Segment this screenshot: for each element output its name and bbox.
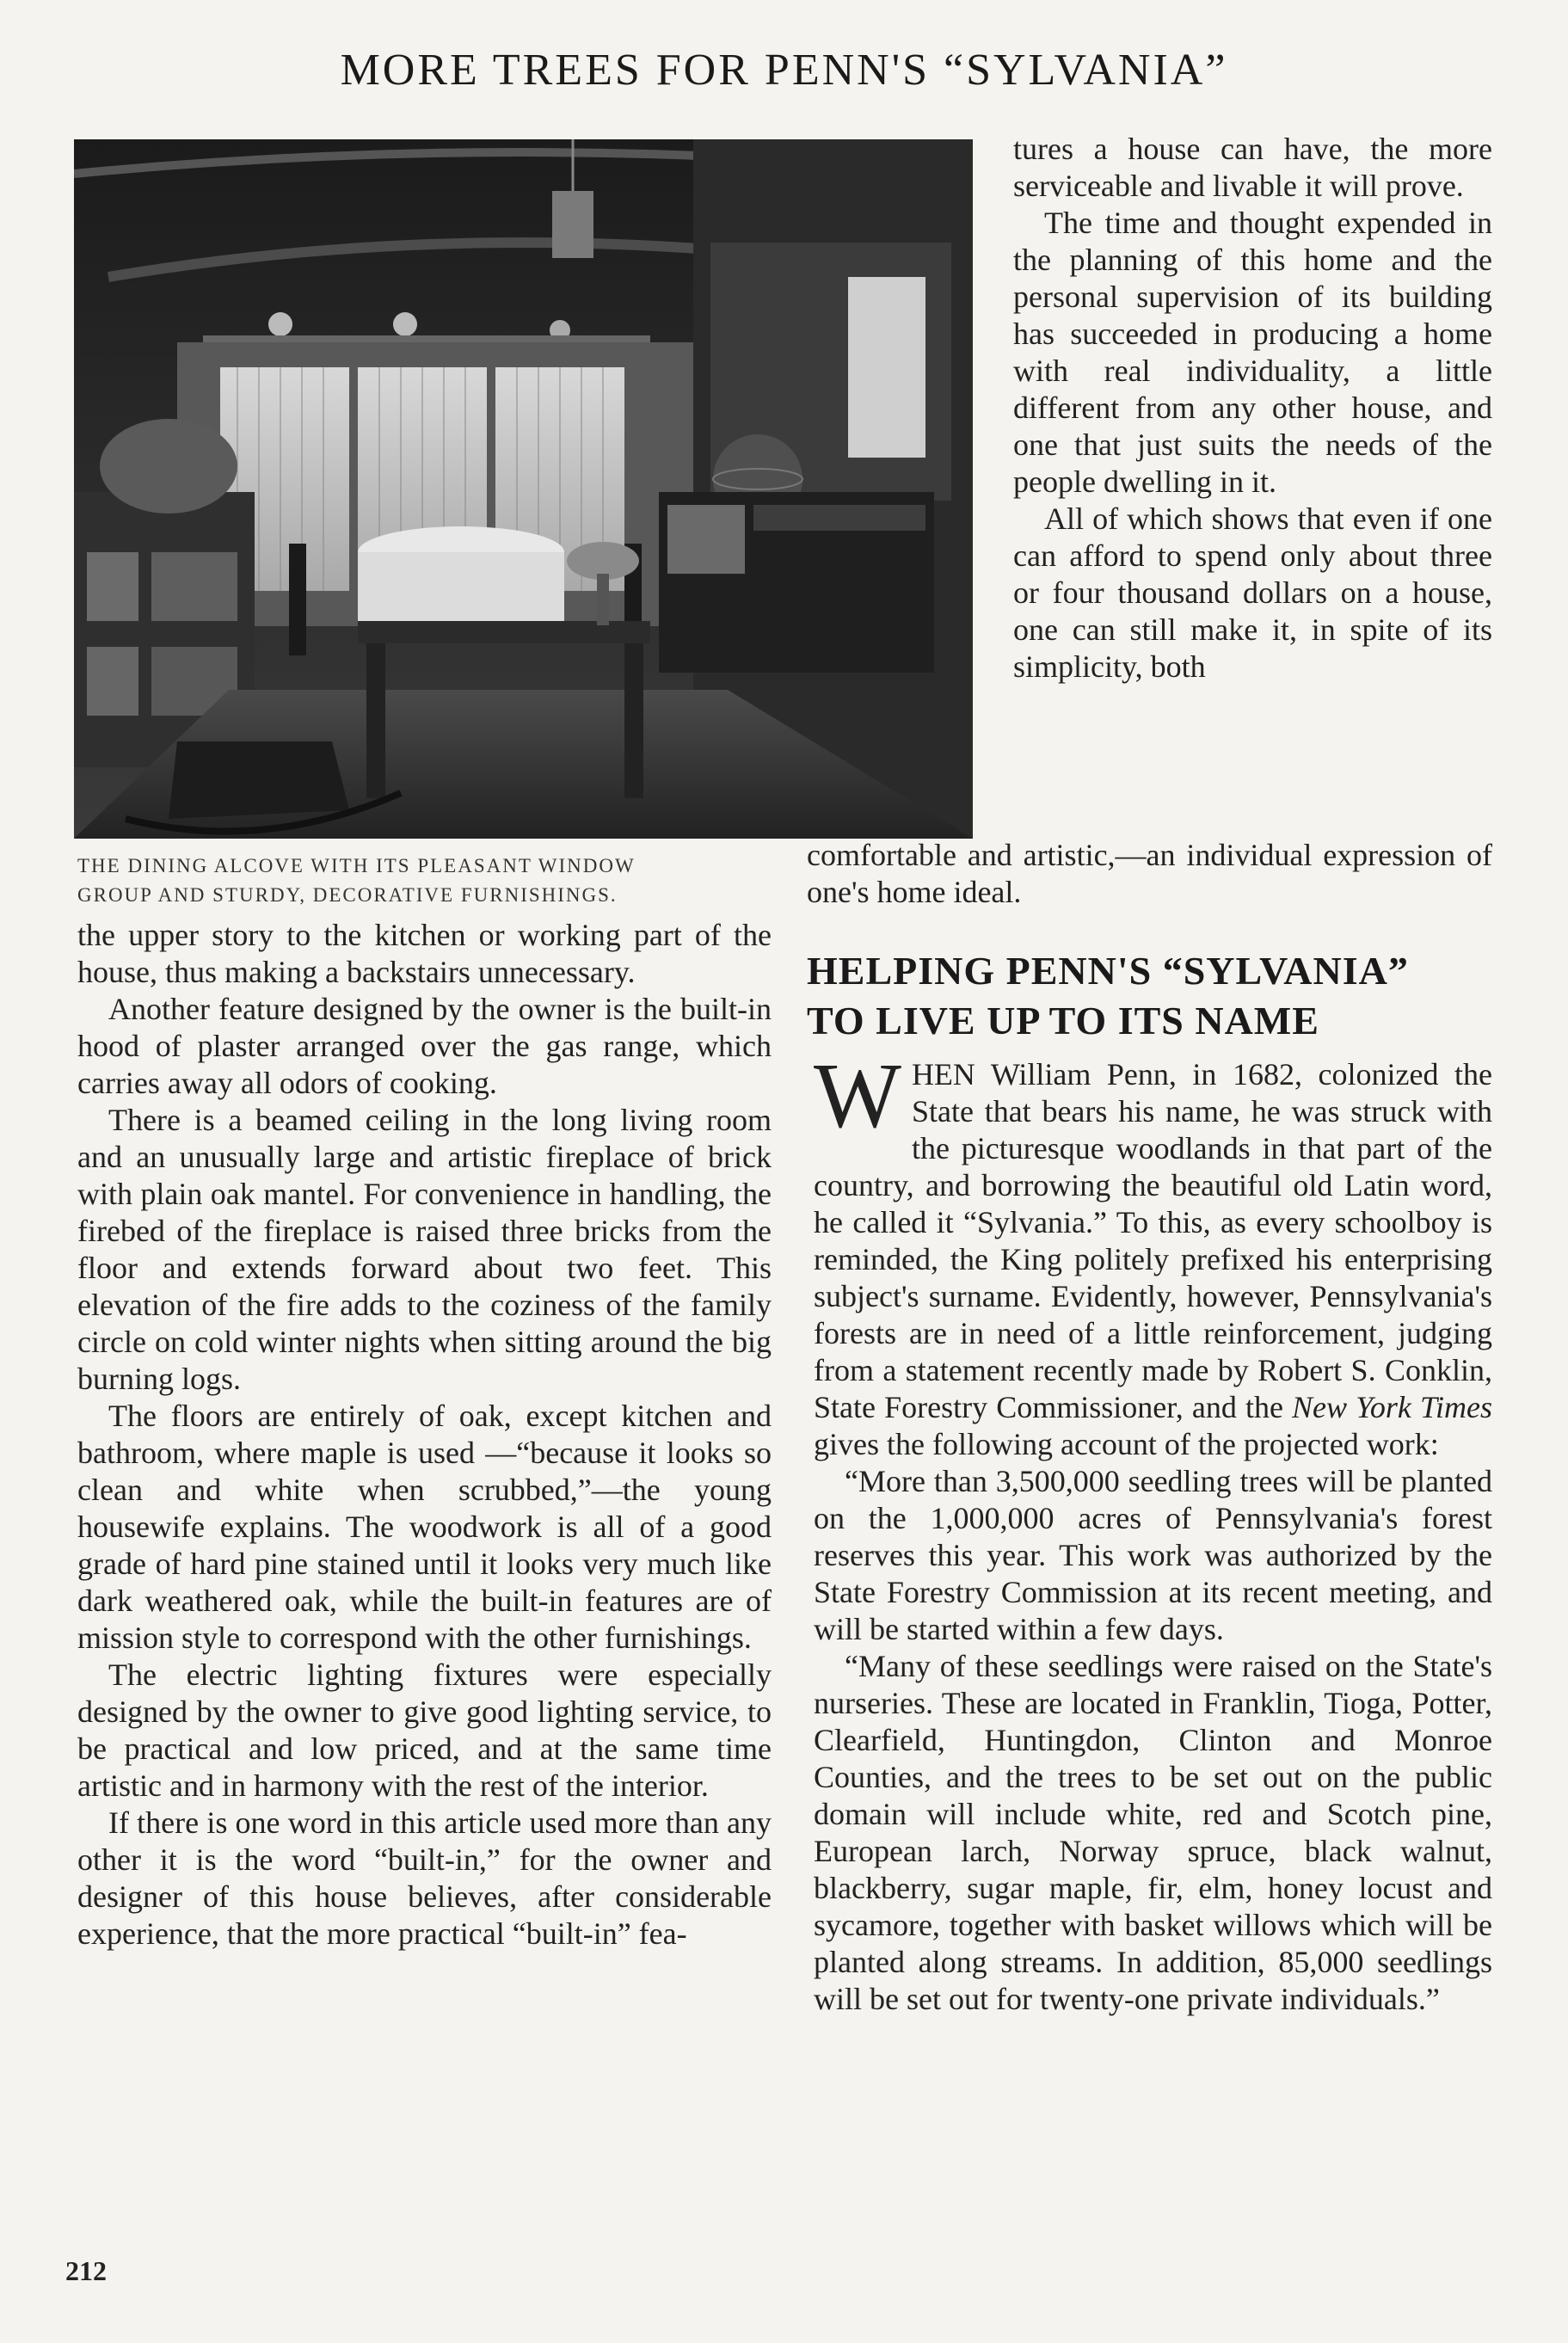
paragraph-text: gives the following account of the projected work: (814, 1427, 1439, 1461)
paragraph (814, 1045, 1492, 1463)
paragraph-text: HEN William Penn, in 1682, colonized the State that bears his name, he was struck with the picturesque woodlands in that part of the country, and borrowing the beautiful old Latin word, he called it “Sylvania.” To this, as every schoolboy is reminded, the King politely prefixed his enterprising subject's surname. Evidently, however, Pennsylvania's forests are in need of a little reinforcement, judging from a statement recently made by Robert S. Conklin, State Forestry Commissioner, and the (814, 1057, 1492, 1424)
right-column (814, 1045, 1492, 2018)
section-heading-line-1: HELPING PENN'S “SYLVANIA” (807, 949, 1409, 993)
section-heading (807, 946, 1492, 1046)
paragraph: The time and thought expended in the planning of this home and the personal supervision of its building has succeeded in producing a home with real individuality, a little different from any other house, and one that just suits the needs of the people dwelling in it. (1013, 206, 1492, 499)
publication-name: New York Times (1292, 1390, 1492, 1424)
paragraph: the upper story to the kitchen or working part of the house, thus making a backstairs unnecessary. (77, 918, 772, 989)
caption-line-1: THE DINING ALCOVE WITH ITS PLEASANT WINDOW (77, 855, 636, 876)
paragraph: The electric lighting fixtures were especially designed by the owner to give good lighting service, to be practical and low priced, and at the same time artistic and in harmony with the rest of the interior. (77, 1657, 772, 1803)
page-number: 212 (65, 2255, 107, 2286)
dining-alcove-photo (74, 139, 973, 839)
left-column (77, 917, 772, 1952)
paragraph: “More than 3,500,000 seedling trees will be planted on the 1,000,000 acres of Pennsylvania's forest reserves this year. This work was authorized by the State Forestry Commission at its recent meeting, and will be started within a few days. (814, 1464, 1492, 1646)
right-column-top (1013, 131, 1492, 686)
photo-illustration (74, 139, 973, 839)
caption-line-2: GROUP AND STURDY, DECORATIVE FURNISHINGS. (77, 884, 618, 906)
paragraph: “Many of these seedlings were raised on the State's nurseries. These are located in Franklin, Tioga, Potter, Clearfield, Huntingdon, Clinton and Monroe Counties, and the trees to be set out on the public domain will include white, red and Scotch pine, European larch, Norway spruce, black walnut, blackberry, sugar maple, fir, elm, honey locust and sycamore, together with basket willows which will be planted along streams. In addition, 85,000 seedlings will be set out for twenty-one private individuals.” (814, 1649, 1492, 2016)
page-title: MORE TREES FOR PENN'S “SYLVANIA” (340, 46, 1228, 95)
section-heading-line-2: TO LIVE UP TO ITS NAME (807, 999, 1319, 1042)
paragraph: There is a beamed ceiling in the long living room and an unusually large and artistic fireplace of brick with plain oak mantel. For convenience in handling, the firebed of the fireplace is raised three bricks from the floor and extends forward about two feet. This elevation of the fire adds to the coziness of the family circle on cold winter nights when sitting around the big burning logs. (77, 1103, 772, 1396)
paragraph: Another feature designed by the owner is the built-in hood of plaster arranged over the gas range, which carries away all odors of cooking. (77, 992, 772, 1100)
paragraph: The floors are entirely of oak, except kitchen and bathroom, where maple is used —“because it looks so clean and white when scrubbed,”—the young housewife explains. The woodwork is all of a good grade of hard pine stained until it looks very much like dark weathered oak, while the built-in features are of mission style to correspond with the other furnishings. (77, 1399, 772, 1655)
drop-cap: W (814, 1045, 901, 1147)
paragraph: tures a house can have, the more serviceable and livable it will prove. (1013, 132, 1492, 203)
paragraph: If there is one word in this article used more than any other it is the word “built-in,” for the owner and designer of this house believes, after considerable experience, that the more practical “built-in” fea- (77, 1805, 772, 1951)
paragraph-continuation: comfortable and artistic,—an individual expression of one's home ideal. (807, 838, 1492, 909)
paragraph: All of which shows that even if one can afford to spend only about three or four thousand dollars on a house, one can still make it, in spite of its simplicity, both (1013, 501, 1492, 684)
photo-caption (77, 852, 800, 910)
